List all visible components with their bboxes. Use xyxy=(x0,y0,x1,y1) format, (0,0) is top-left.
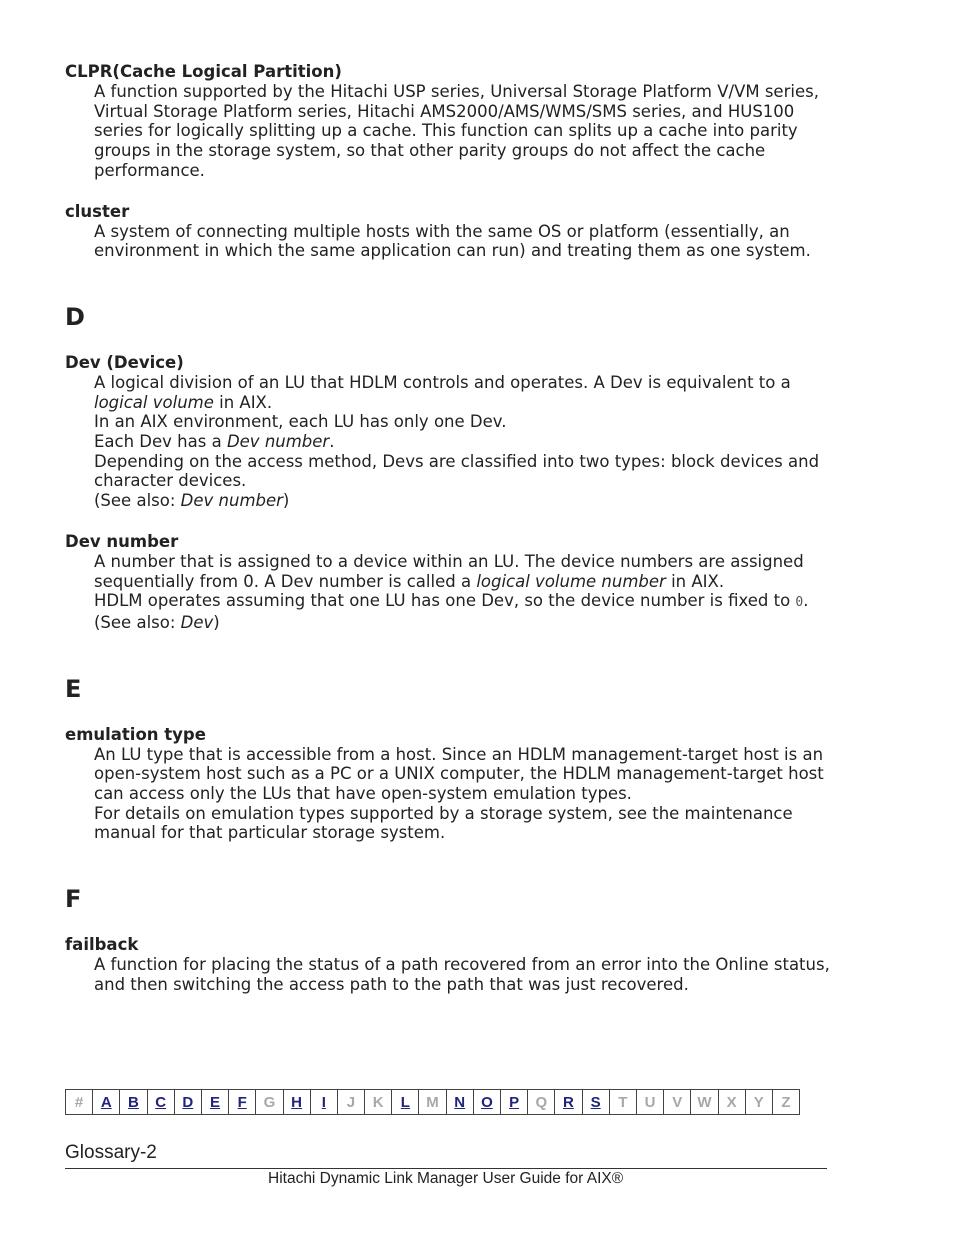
term-definition: A function supported by the Hitachi USP series, Universal Storage Platform V/VM series, Virtual Storage Platform series, Hitachi AMS2000/AMS/WMS/SMS series, and HUS100 series for logically splitting up a cache. This function can splits up a cache into parity groups in the storage system, so that other parity groups do not affect the cache performance. xyxy=(94,82,819,180)
index-letter-label: X xyxy=(726,1093,737,1111)
index-letter-z xyxy=(772,1090,799,1115)
index-letter-label: Y xyxy=(753,1093,764,1111)
index-letter-v xyxy=(664,1090,691,1115)
index-letter-p[interactable] xyxy=(501,1090,528,1115)
index-letter-label[interactable]: H xyxy=(291,1093,303,1111)
index-letter-m xyxy=(419,1090,446,1115)
term-definition: A logical division of an LU that HDLM controls and operates. A Dev is equivalent to a logical volume in AIX. In an AIX environment, each LU has only one Dev. Each Dev has a Dev number. Depending on the access method, Devs are classified into two types: block devices and character devices. (See also: Dev number) xyxy=(94,373,835,511)
index-letter-label[interactable]: R xyxy=(563,1093,574,1111)
index-letter-s[interactable] xyxy=(582,1090,609,1115)
index-letter-i[interactable] xyxy=(310,1090,337,1115)
index-letter-label[interactable]: D xyxy=(182,1093,194,1111)
index-letter-label: T xyxy=(618,1093,628,1111)
index-letter-c[interactable] xyxy=(147,1090,174,1115)
glossary-entry-emulation-type xyxy=(65,725,835,844)
term-definition: A function for placing the status of a path recovered from an error into the Online status, and then switching the access path to the path that was just recovered. xyxy=(94,955,830,994)
index-letter-h[interactable] xyxy=(283,1090,310,1115)
index-letter-b[interactable] xyxy=(120,1090,147,1115)
index-letter-u xyxy=(636,1090,663,1115)
index-letter-n[interactable] xyxy=(446,1090,473,1115)
index-letter-d[interactable] xyxy=(174,1090,201,1115)
index-letter-label[interactable]: B xyxy=(128,1093,139,1111)
footer-divider xyxy=(65,1168,827,1169)
index-letter-label: W xyxy=(697,1093,712,1111)
index-letter-label[interactable]: S xyxy=(590,1093,601,1111)
index-letter-y xyxy=(745,1090,772,1115)
index-letter-label: V xyxy=(672,1093,683,1111)
term-heading: failback xyxy=(65,935,139,955)
index-letter-label[interactable]: A xyxy=(100,1093,112,1111)
section-letter-f: F xyxy=(65,885,82,914)
index-letter-l[interactable] xyxy=(392,1090,419,1115)
index-letter-label[interactable]: I xyxy=(321,1093,326,1111)
index-letter-w xyxy=(691,1090,718,1115)
index-letter-q xyxy=(528,1090,555,1115)
glossary-entry-cluster xyxy=(65,202,835,261)
section-letter-d: D xyxy=(65,302,85,331)
see-also: (See also: Dev) xyxy=(94,612,220,632)
see-also: (See also: Dev number) xyxy=(94,491,290,511)
index-letter-j xyxy=(337,1090,364,1115)
index-letter-g xyxy=(256,1090,283,1115)
term-definition: An LU type that is accessible from a host. Since an HDLM management-target host is an open-system host such as a PC or a UNIX computer, the HDLM management-target host can access only the LUs that have open-system emulation types. For details on emulation types supported by a storage system, see the maintenance manual for that particular storage system. xyxy=(94,744,824,843)
index-letter-label[interactable]: F xyxy=(237,1093,247,1111)
index-letter-label: U xyxy=(644,1093,656,1111)
term-definition: A number that is assigned to a device within an LU. The device numbers are assigned sequentially from 0. A Dev number is called a logical volume number in AIX. HDLM operates assuming that one LU has one Dev, so the device number is fixed to 0. (See also: Dev) xyxy=(94,552,835,633)
glossary-entry-clpr xyxy=(65,62,835,181)
page-number: Glossary-2 xyxy=(65,1142,157,1163)
index-letter-label[interactable]: O xyxy=(481,1093,493,1111)
index-letter-label[interactable]: E xyxy=(210,1093,221,1111)
index-letter-label[interactable]: C xyxy=(155,1093,167,1111)
index-letter-e[interactable] xyxy=(201,1090,228,1115)
index-letter-r[interactable] xyxy=(555,1090,582,1115)
index-letter-t xyxy=(609,1090,636,1115)
alphabet-index-nav xyxy=(65,1089,800,1115)
index-letter-label[interactable]: L xyxy=(400,1093,410,1111)
glossary-entry-dev-number xyxy=(65,532,835,633)
index-letter-label: M xyxy=(426,1093,439,1111)
term-heading: CLPR(Cache Logical Partition) xyxy=(65,62,342,81)
glossary-entry-failback xyxy=(65,935,835,994)
document-footer-title: Hitachi Dynamic Link Manager User Guide for AIX® xyxy=(268,1170,624,1187)
term-heading: Dev number xyxy=(65,531,179,551)
term-heading: cluster xyxy=(65,201,130,221)
term-heading: emulation type xyxy=(65,724,206,744)
term-heading: Dev (Device) xyxy=(65,352,184,372)
index-letter-label: K xyxy=(372,1093,384,1111)
glossary-content xyxy=(65,62,835,1016)
index-letter-label[interactable]: N xyxy=(454,1093,466,1111)
section-letter-e: E xyxy=(65,674,82,703)
index-letter-label: Z xyxy=(781,1093,791,1111)
index-letter-label: J xyxy=(346,1093,356,1111)
index-letter-label: Q xyxy=(535,1093,548,1111)
index-letter-x xyxy=(718,1090,745,1115)
index-letter-a[interactable] xyxy=(93,1090,120,1115)
index-letter-hash xyxy=(66,1090,93,1115)
term-definition: A system of connecting multiple hosts with the same OS or platform (essentially, an environment in which the same application can run) and treating them as one system. xyxy=(94,221,811,261)
index-letter-f[interactable] xyxy=(229,1090,256,1115)
index-letter-label: G xyxy=(263,1093,276,1111)
index-letter-label: # xyxy=(74,1093,84,1111)
index-letter-k xyxy=(365,1090,392,1115)
index-letter-o[interactable] xyxy=(473,1090,500,1115)
glossary-entry-dev xyxy=(65,353,835,511)
index-letter-label[interactable]: P xyxy=(509,1093,520,1111)
